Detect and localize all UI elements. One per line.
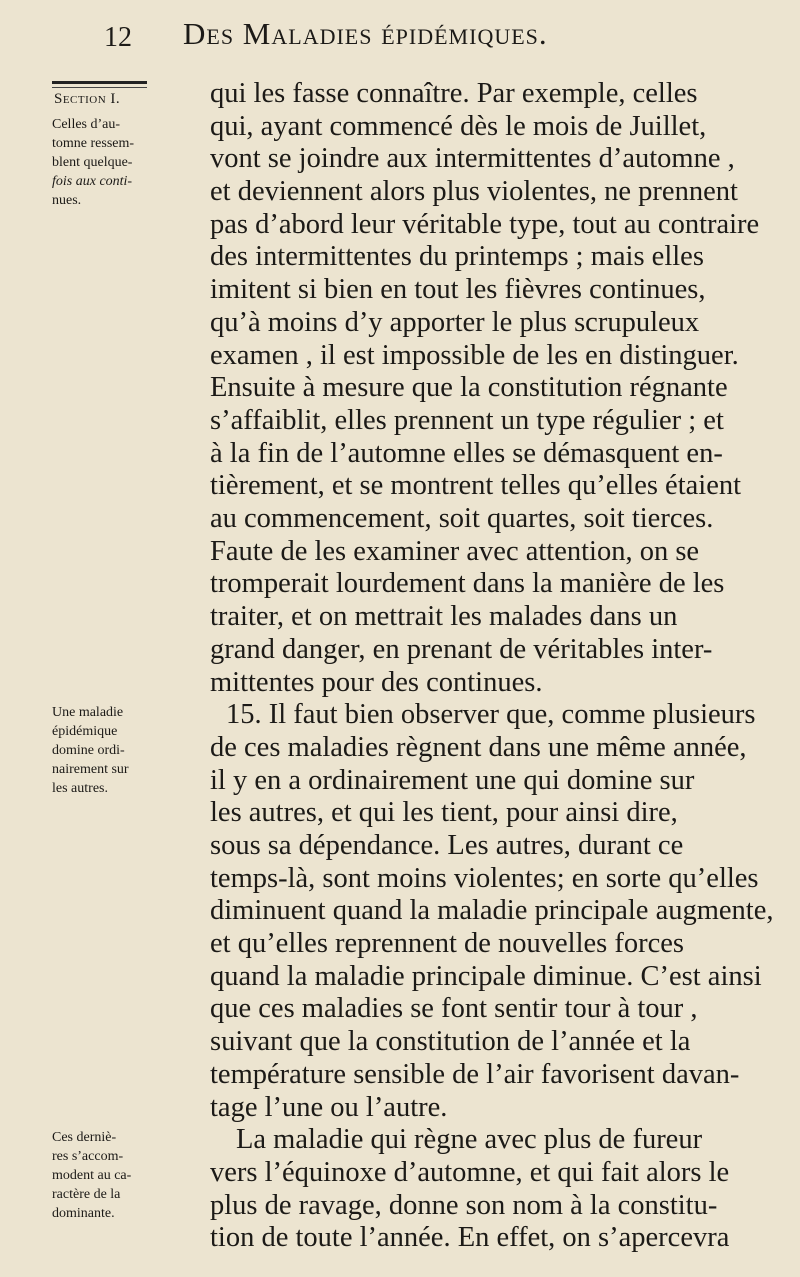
body-line: imitent si bien en tout les fièvres continues,	[210, 274, 706, 306]
margin-note-line: dominante.	[52, 1206, 115, 1222]
body-line: tion de toute l’année. En effet, on s’apercevra	[210, 1222, 730, 1254]
margin-note-line: res s’accom-	[52, 1149, 124, 1165]
section-label: Section I.	[54, 90, 121, 107]
paragraph-start-line: La maladie qui règne avec plus de fureur	[236, 1124, 703, 1156]
body-line: que ces maladies se font sentir tour à tour ,	[210, 993, 698, 1025]
margin-note-line: nairement sur	[52, 762, 129, 778]
body-line: des intermittentes du printemps ; mais elles	[210, 241, 704, 273]
body-line: pas d’abord leur véritable type, tout au contraire	[210, 208, 760, 240]
body-line: qu’à moins d’y apporter le plus scrupuleux	[210, 306, 700, 338]
body-line: quand la maladie principale diminue. C’est ainsi	[210, 960, 762, 992]
running-head: Des Maladies épidémiques.	[183, 16, 548, 51]
margin-note-line: domine ordi-	[52, 743, 125, 759]
margin-note-line: épidémique	[52, 724, 118, 740]
margin-note-line: tomne ressem-	[52, 135, 135, 151]
body-line: plus de ravage, donne son nom à la constitu-	[210, 1189, 718, 1221]
body-line: examen , il est impossible de les en distinguer.	[210, 339, 739, 371]
body-line: s’affaiblit, elles prennent un type régulier ; et	[210, 404, 724, 436]
body-line: qui, ayant commencé dès le mois de Juillet,	[210, 110, 707, 142]
body-line: tage l’une ou l’autre.	[210, 1091, 448, 1123]
margin-note-line: nues.	[52, 192, 82, 208]
body-line: vont se joindre aux intermittentes d’automne ,	[210, 143, 735, 175]
body-line: tromperait lourdement dans la manière de les	[210, 568, 725, 600]
margin-note-line: ractère de la	[52, 1187, 121, 1203]
paragraph-start-line: 15. Il faut bien observer que, comme plusieurs	[226, 699, 756, 731]
margin-note-line: les autres.	[52, 781, 108, 797]
body-line: les autres, et qui les tient, pour ainsi dire,	[210, 797, 678, 829]
body-line: et deviennent alors plus violentes, ne prennent	[210, 176, 738, 208]
body-line: et qu’elles reprennent de nouvelles forces	[210, 928, 685, 960]
body-line: suivant que la constitution de l’année et la	[210, 1026, 691, 1058]
body-line: vers l’équinoxe d’automne, et qui fait alors le	[210, 1156, 730, 1188]
body-line: de ces maladies règnent dans une même année,	[210, 731, 747, 763]
margin-note-line: Une maladie	[52, 705, 124, 721]
page-number: 12	[104, 22, 132, 53]
body-line: qui les fasse connaître. Par exemple, celles	[210, 78, 698, 109]
margin-note-automne	[52, 115, 134, 210]
margin-note-line: modent au ca-	[52, 1168, 132, 1184]
body-line: grand danger, en prenant de véritables inter-	[210, 633, 713, 665]
margin-note-line: blent quelque-	[52, 154, 133, 170]
body-line: mittentes pour des continues.	[210, 666, 543, 698]
margin-note-dernieres	[52, 1128, 131, 1223]
body-line: il y en a ordinairement une qui domine sur	[210, 764, 695, 796]
body-line: Ensuite à mesure que la constitution régnante	[210, 372, 728, 404]
body-line: tièrement, et se montrent telles qu’elles étaient	[210, 470, 742, 502]
margin-note-line: Celles d’au-	[52, 116, 121, 132]
body-line: diminuent quand la maladie principale augmente,	[210, 895, 774, 927]
margin-note-maladie-dominante	[52, 703, 129, 798]
body-line: sous sa dépendance. Les autres, durant ce	[210, 829, 684, 861]
body-line: au commencement, soit quartes, soit tierces.	[210, 503, 714, 535]
margin-note-line: fois aux conti-	[52, 173, 133, 189]
body-line: à la fin de l’automne elles se démasquent en-	[210, 437, 723, 469]
body-line: Faute de les examiner avec attention, on se	[210, 535, 700, 567]
body-line: traiter, et on mettrait les malades dans un	[210, 601, 678, 633]
section-ornament-rule	[52, 81, 147, 91]
body-line: température sensible de l’air favorisent davan-	[210, 1058, 740, 1090]
body-line: temps-là, sont moins violentes; en sorte qu’elles	[210, 862, 759, 894]
margin-note-line: Ces derniè-	[52, 1130, 117, 1146]
